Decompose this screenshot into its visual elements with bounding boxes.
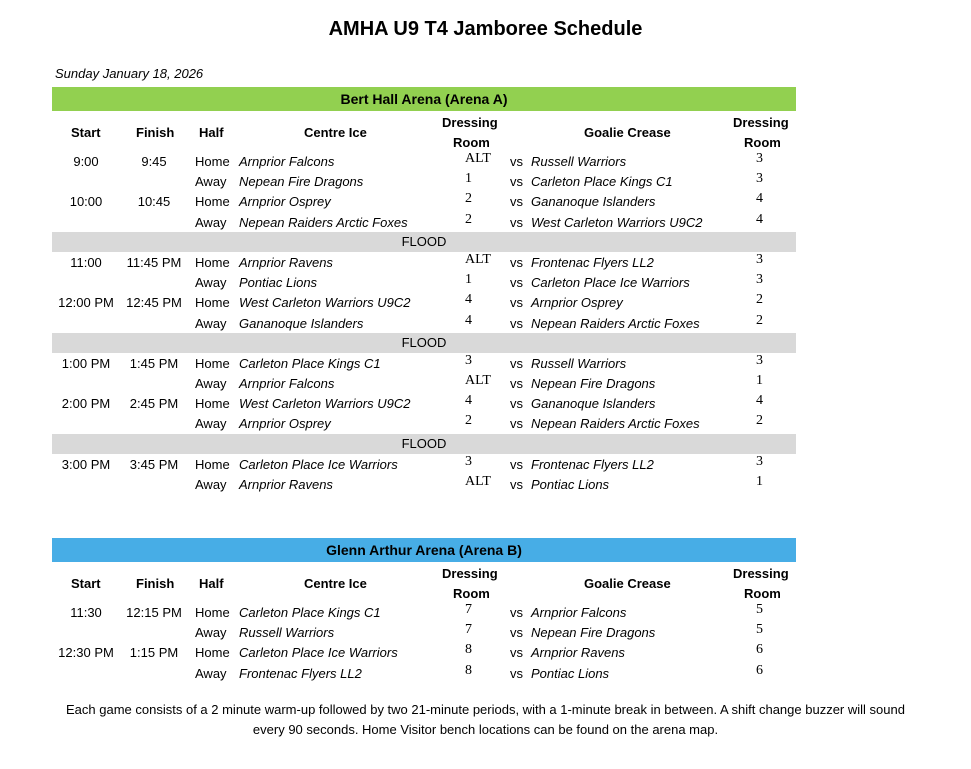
half-label: Home [195,645,230,661]
centre-ice-team: Arnprior Falcons [239,376,335,392]
dressing-room-2: 5 [756,602,763,617]
header-start: Start [71,576,101,591]
arena-a-banner: Bert Hall Arena (Arena A) [52,87,796,111]
arena-b-rows [52,602,796,683]
finish-time: 1:45 PM [129,355,179,371]
half-label: Away [195,477,227,492]
goalie-crease-team: Russell Warriors [531,154,627,169]
dressing-room-1: 1 [465,171,472,187]
goalie-crease-team: Nepean Raiders Arctic Foxes [531,315,700,331]
start-time: 3:00 PM [61,456,111,472]
header-dressing-1: Dressing [442,115,498,130]
dressing-room-1: ALT [465,151,491,166]
arena-b-section [52,538,796,683]
centre-ice-team: West Carleton Warriors U9C2 [239,396,411,412]
dressing-room-1: 2 [465,413,472,429]
header-start: Start [71,125,101,140]
vs-label: vs [510,275,523,291]
start-time: 11:30 [70,605,102,620]
schedule-row [52,474,796,494]
centre-ice-team: Arnprior Osprey [239,194,331,210]
vs-label: vs [510,396,523,412]
schedule-row [52,642,796,662]
centre-ice-team: Frontenac Flyers LL2 [239,665,362,681]
dressing-room-1: ALT [465,474,491,489]
finish-time: 1:15 PM [129,645,179,661]
schedule-row [52,353,796,373]
centre-ice-team: Arnprior Falcons [239,154,335,169]
vs-label: vs [510,605,523,620]
start-time: 11:00 [70,254,102,270]
start-time: 9:00 [73,154,99,169]
finish-time: 9:45 [141,154,167,169]
dressing-room-1: 3 [465,352,472,368]
half-label: Away [195,625,227,641]
schedule-row [52,663,796,683]
dressing-room-2: 6 [756,642,763,658]
vs-label: vs [510,355,523,371]
header-room-2: Room [744,135,781,150]
schedule-row [52,252,796,272]
vs-label: vs [510,456,523,472]
half-label: Home [195,295,230,311]
centre-ice-team: Nepean Raiders Arctic Foxes [239,214,408,230]
vs-label: vs [510,214,523,230]
dressing-room-2: 2 [756,413,763,429]
schedule-row [52,393,796,413]
dressing-room-1: 7 [465,622,472,638]
centre-ice-team: Arnprior Osprey [239,416,331,432]
schedule-row [52,151,796,171]
vs-label: vs [510,416,523,432]
arena-a-header [52,111,796,151]
schedule-row [52,313,796,333]
dressing-room-2: 4 [756,211,763,227]
dressing-room-2: 3 [756,171,763,187]
finish-time: 11:45 PM [126,254,182,270]
goalie-crease-team: West Carleton Warriors U9C2 [531,214,703,230]
vs-label: vs [510,625,523,641]
finish-time: 12:15 PM [126,605,182,620]
goalie-crease-team: Nepean Fire Dragons [531,625,656,641]
half-label: Away [195,665,227,681]
dressing-room-2: 1 [756,373,763,389]
finish-time: 3:45 PM [129,456,179,472]
header-finish: Finish [136,125,175,140]
schedule-row [52,292,796,312]
dressing-room-1: 8 [465,662,472,678]
header-dressing-2: Dressing [733,115,789,130]
start-time: 10:00 [69,194,103,210]
dressing-room-1: 4 [465,393,472,409]
vs-label: vs [510,194,523,210]
centre-ice-team: Russell Warriors [239,625,335,641]
goalie-crease-team: Pontiac Lions [531,477,610,492]
schedule-row [52,602,796,622]
header-goalie-crease: Goalie Crease [584,576,671,591]
header-finish: Finish [136,576,175,591]
centre-ice-team: West Carleton Warriors U9C2 [239,295,411,311]
dressing-room-2: 4 [756,393,763,409]
half-label: Away [195,416,227,432]
dressing-room-2: 3 [756,453,763,469]
schedule-row [52,622,796,642]
goalie-crease-team: Frontenac Flyers LL2 [531,456,654,472]
start-time: 2:00 PM [61,396,111,412]
dressing-room-2: 2 [756,312,763,328]
arena-a-section [52,87,796,494]
dressing-room-1: 3 [465,453,472,469]
start-time: 12:30 PM [58,645,114,661]
schedule-row [52,171,796,191]
dressing-room-1: 1 [465,272,472,288]
dressing-room-1: 7 [465,602,472,617]
schedule-row [52,454,796,474]
goalie-crease-team: Gananoque Islanders [531,194,656,210]
vs-label: vs [510,295,523,311]
half-label: Home [195,254,230,270]
centre-ice-team: Arnprior Ravens [239,254,333,270]
centre-ice-team: Carleton Place Kings C1 [239,355,381,371]
arena-b-banner: Glenn Arthur Arena (Arena B) [52,538,796,562]
start-time: 12:00 PM [58,295,114,311]
half-label: Home [195,396,230,412]
schedule-row [52,191,796,211]
vs-label: vs [510,645,523,661]
goalie-crease-team: Russell Warriors [531,355,627,371]
schedule-row [52,413,796,433]
dressing-room-1: 2 [465,191,472,207]
dressing-room-2: 3 [756,251,763,267]
footer-line-2: every 90 seconds. Home Visitor bench locations can be found on the arena map. [252,722,719,737]
header-dressing-1: Dressing [442,566,498,581]
goalie-crease-team: Gananoque Islanders [531,396,656,412]
centre-ice-team: Gananoque Islanders [239,315,364,331]
half-label: Home [195,605,230,620]
goalie-crease-team: Arnprior Falcons [531,605,627,620]
start-time: 1:00 PM [61,355,111,371]
goalie-crease-team: Arnprior Ravens [531,645,625,661]
schedule-title: AMHA U9 T4 Jamboree Schedule [328,18,643,40]
dressing-room-1: 2 [465,211,472,227]
vs-label: vs [510,154,523,169]
centre-ice-team: Carleton Place Ice Warriors [239,645,398,661]
goalie-crease-team: Carleton Place Ice Warriors [531,275,690,291]
dressing-room-2: 5 [756,622,763,638]
vs-label: vs [510,477,523,492]
schedule-row [52,373,796,393]
finish-time: 12:45 PM [126,295,182,311]
footer-line-1: Each game consists of a 2 minute warm-up followed by two 21-minute periods, with a 1-minute break in between. A shift change buzzer will sound [66,702,905,717]
vs-label: vs [510,376,523,392]
half-label: Home [195,194,230,210]
flood-row: FLOOD [52,333,796,353]
centre-ice-team: Nepean Fire Dragons [239,174,364,190]
goalie-crease-team: Carleton Place Kings C1 [531,174,673,190]
finish-time: 2:45 PM [129,396,179,412]
header-centre-ice: Centre Ice [304,576,367,591]
half-label: Home [195,355,230,371]
goalie-crease-team: Arnprior Osprey [531,295,623,311]
vs-label: vs [510,174,523,190]
header-room-1: Room [453,135,490,150]
goalie-crease-team: Nepean Fire Dragons [531,376,656,392]
header-half: Half [199,576,224,591]
dressing-room-2: 3 [756,352,763,368]
goalie-crease-team: Nepean Raiders Arctic Foxes [531,416,700,432]
dressing-room-1: 8 [465,642,472,658]
dressing-room-1: ALT [465,373,491,389]
header-dressing-2: Dressing [733,566,789,581]
dressing-room-2: 3 [756,272,763,288]
dressing-room-2: 3 [756,151,763,166]
half-label: Away [195,174,227,190]
arena-b-header [52,562,796,602]
half-label: Home [195,456,230,472]
vs-label: vs [510,665,523,681]
header-room-1: Room [453,586,490,601]
centre-ice-team: Carleton Place Ice Warriors [239,456,398,472]
flood-row: FLOOD [52,232,796,252]
footer-note [40,700,931,740]
goalie-crease-team: Frontenac Flyers LL2 [531,254,654,270]
dressing-room-2: 6 [756,662,763,678]
centre-ice-team: Carleton Place Kings C1 [239,605,381,620]
dressing-room-2: 1 [756,474,763,489]
centre-ice-team: Pontiac Lions [239,275,318,291]
dressing-room-1: 4 [465,292,472,308]
vs-label: vs [510,315,523,331]
flood-row: FLOOD [52,434,796,454]
half-label: Away [195,275,227,291]
schedule-row [52,212,796,232]
header-half: Half [199,125,224,140]
header-goalie-crease: Goalie Crease [584,125,671,140]
centre-ice-team: Arnprior Ravens [239,477,333,492]
half-label: Away [195,315,227,331]
schedule-row [52,272,796,292]
arena-a-rows [52,151,796,494]
dressing-room-1: 4 [465,312,472,328]
dressing-room-2: 4 [756,191,763,207]
dressing-room-2: 2 [756,292,763,308]
half-label: Away [195,214,227,230]
header-room-2: Room [744,586,781,601]
dressing-room-1: ALT [465,251,491,267]
vs-label: vs [510,254,523,270]
goalie-crease-team: Pontiac Lions [531,665,610,681]
header-centre-ice: Centre Ice [304,125,367,140]
half-label: Away [195,376,227,392]
half-label: Home [195,154,230,169]
schedule-date: Sunday January 18, 2026 [55,66,204,81]
finish-time: 10:45 [137,194,171,210]
